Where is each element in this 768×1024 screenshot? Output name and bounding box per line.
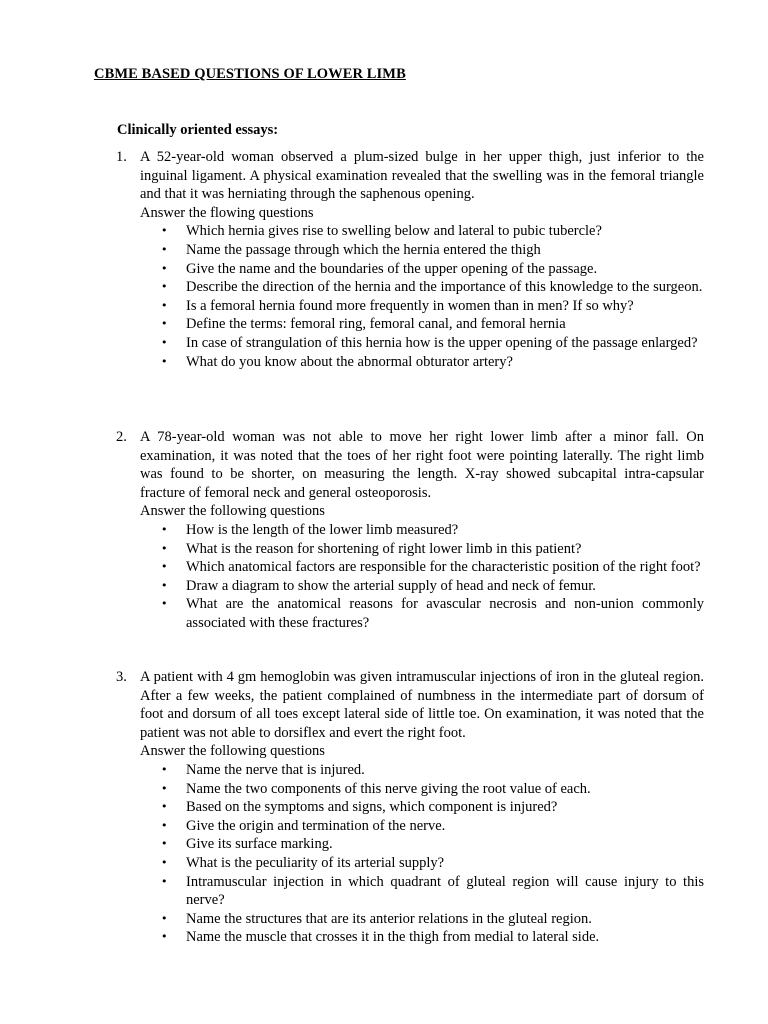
sub-question-text: What is the reason for shortening of right lower limb in this patient?	[186, 540, 582, 557]
sub-question	[161, 761, 704, 780]
sub-question	[161, 315, 704, 334]
bullet-icon: •	[161, 874, 168, 888]
sub-question-text: In case of strangulation of this hernia how is the upper opening of the passage enlarged?	[186, 334, 698, 351]
sub-question-text: Name the two components of this nerve giving the root value of each.	[186, 780, 591, 797]
answer-prompt: Answer the following questions	[140, 743, 325, 760]
sub-question	[161, 910, 704, 929]
bullet-icon: •	[161, 317, 168, 331]
sub-question	[161, 334, 704, 353]
question-3-case	[116, 668, 704, 742]
document-title: CBME BASED QUESTIONS OF LOWER LIMB	[94, 66, 406, 82]
bullet-icon: •	[161, 855, 168, 869]
answer-prompt: Answer the following questions	[140, 503, 325, 520]
answer-prompt: Answer the flowing questions	[140, 204, 314, 221]
section-heading: Clinically oriented essays:	[117, 122, 279, 138]
question-number: 2.	[116, 429, 127, 445]
bullet-icon: •	[161, 541, 168, 555]
bullet-icon: •	[161, 930, 168, 944]
sub-question	[161, 278, 704, 297]
sub-question	[161, 577, 704, 596]
sub-question	[161, 540, 704, 559]
question-2-case	[116, 428, 704, 502]
bullet-icon: •	[161, 578, 168, 592]
bullet-icon: •	[161, 224, 168, 238]
sub-question-text: Describe the direction of the hernia and the importance of this knowledge to the surgeon.	[186, 279, 703, 296]
sub-question-text: Give the name and the boundaries of the upper opening of the passage.	[186, 260, 598, 277]
sub-question	[161, 854, 704, 873]
bullet-icon: •	[161, 522, 168, 536]
bullet-icon: •	[161, 597, 168, 611]
bullet-icon: •	[161, 354, 168, 368]
sub-question-text: Give its surface marking.	[186, 836, 333, 853]
sub-question-text: Name the structures that are its anterior relations in the gluteal region.	[186, 910, 592, 927]
sub-question-text: Which hernia gives rise to swelling below and lateral to pubic tubercle?	[186, 223, 602, 240]
question-1-case	[116, 148, 704, 204]
bullet-icon: •	[161, 762, 168, 776]
bullet-icon: •	[161, 781, 168, 795]
question-2	[116, 428, 704, 633]
sub-question	[161, 817, 704, 836]
bullet-icon: •	[161, 242, 168, 256]
bullet-icon: •	[161, 911, 168, 925]
sub-question-text: Name the passage through which the hernia entered the thigh	[186, 241, 541, 258]
sub-question	[161, 353, 704, 372]
question-number: 1.	[116, 149, 127, 165]
bullet-icon: •	[161, 818, 168, 832]
case-description: A patient with 4 gm hemoglobin was given intramuscular injections of iron in the gluteal region. After a few weeks, the patient complained of numbness in the intermediate part of dorsum of foot and dorsum of all toes except lateral side of little toe. On examination, it was noted that the patient was not able to dorsiflex and evert the right foot.	[140, 669, 704, 741]
sub-question-text: Name the muscle that crosses it in the thigh from medial to lateral side.	[186, 929, 600, 946]
sub-question-text: Is a femoral hernia found more frequently in women than in men? If so why?	[186, 297, 634, 314]
sub-question-list	[161, 761, 704, 947]
bullet-icon: •	[161, 837, 168, 851]
sub-question	[161, 835, 704, 854]
sub-question	[161, 798, 704, 817]
sub-question	[161, 595, 704, 632]
case-description: A 52-year-old woman observed a plum-sized bulge in her upper thigh, just inferior to the inguinal ligament. A physical examination revealed that the swelling was in the femoral triangle and that it was herniating through the saphenous opening.	[140, 149, 704, 203]
sub-question-text: Name the nerve that is injured.	[186, 761, 365, 778]
sub-question-text: Intramuscular injection in which quadrant of gluteal region will cause injury to this nerve?	[186, 873, 704, 909]
sub-question-text: What do you know about the abnormal obturator artery?	[186, 353, 513, 370]
sub-question-text: How is the length of the lower limb measured?	[186, 521, 459, 538]
sub-question	[161, 260, 704, 279]
bullet-icon: •	[161, 560, 168, 574]
sub-question-text: What are the anatomical reasons for avascular necrosis and non-union commonly associated with these fractures?	[186, 596, 704, 631]
sub-question-list	[161, 222, 704, 371]
sub-question-text: Define the terms: femoral ring, femoral canal, and femoral hernia	[186, 316, 566, 333]
sub-question	[161, 222, 704, 241]
question-1	[116, 148, 704, 371]
sub-question	[161, 780, 704, 799]
sub-question	[161, 873, 704, 910]
sub-question-text: Draw a diagram to show the arterial supply of head and neck of femur.	[186, 577, 596, 594]
bullet-icon: •	[161, 335, 168, 349]
case-description: A 78-year-old woman was not able to move her right lower limb after a minor fall. On examination, it was noted that the toes of her right foot were pointing laterally. The right limb was found to be shorter, on measuring the length. X-ray showed subcapital intra-capsular fracture of femoral neck and general osteoporosis.	[140, 429, 704, 501]
sub-question-text: Give the origin and termination of the nerve.	[186, 817, 446, 834]
sub-question	[161, 521, 704, 540]
sub-question	[161, 928, 704, 947]
bullet-icon: •	[161, 298, 168, 312]
sub-question-text: What is the peculiarity of its arterial supply?	[186, 854, 445, 871]
sub-question-text: Based on the symptoms and signs, which component is injured?	[186, 799, 558, 816]
sub-question	[161, 558, 704, 577]
sub-question	[161, 297, 704, 316]
bullet-icon: •	[161, 280, 168, 294]
sub-question-list	[161, 521, 704, 633]
sub-question	[161, 241, 704, 260]
bullet-icon: •	[161, 800, 168, 814]
question-number: 3.	[116, 669, 127, 685]
question-3	[116, 668, 704, 947]
sub-question-text: Which anatomical factors are responsible for the characteristic position of the right foot?	[186, 559, 701, 576]
bullet-icon: •	[161, 261, 168, 275]
